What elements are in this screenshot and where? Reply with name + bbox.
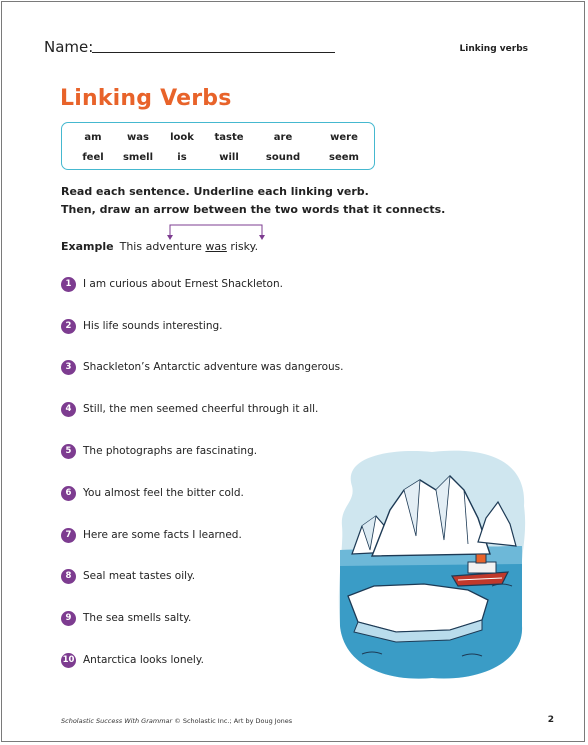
word-bank-word: look (170, 132, 194, 143)
word-bank-word: sound (265, 152, 301, 163)
number-badge: 4 (61, 402, 76, 417)
example-text-before: This adventure (119, 240, 206, 253)
word-bank-word: seem (329, 152, 359, 163)
sentence-text[interactable]: The sea smells salty. (83, 612, 192, 624)
sentence-text[interactable]: The photographs are fascinating. (83, 445, 258, 457)
example-sentence (61, 240, 258, 253)
example-label: Example (61, 240, 114, 253)
number-badge: 2 (61, 319, 76, 334)
word-bank-word: smell (122, 152, 153, 163)
sentence-text[interactable]: Seal meat tastes oily. (83, 570, 196, 582)
sentence-text[interactable]: I am curious about Ernest Shackleton. (83, 278, 283, 290)
word-bank-word: were (330, 132, 358, 143)
sentence-text[interactable]: His life sounds interesting. (83, 320, 223, 332)
number-badge: 10 (61, 653, 76, 668)
number-badge: 6 (61, 486, 76, 501)
sentence-text[interactable]: Still, the men seemed cheerful through it all. (83, 403, 319, 415)
footer-credit-text: © Scholastic Inc.; Art by Doug Jones (172, 717, 293, 725)
word-bank-box (61, 122, 375, 170)
word-bank-word: was (127, 132, 149, 143)
example-linking-verb: was (205, 240, 227, 253)
word-bank-word: taste (214, 132, 244, 143)
worksheet-page (1, 1, 585, 742)
example-text-after: risky. (226, 240, 259, 253)
footer-credit (61, 717, 292, 725)
number-badge: 8 (61, 569, 76, 584)
sentence-text[interactable]: Here are some facts I learned. (83, 529, 242, 541)
word-bank-word: feel (82, 152, 104, 163)
number-badge: 1 (61, 277, 76, 292)
page-number: 2 (547, 715, 554, 725)
name-write-line[interactable] (92, 52, 335, 53)
footer-book-title: Scholastic Success With Grammar (61, 717, 173, 725)
instruction-line-1: Read each sentence. Underline each linking verb. (61, 185, 369, 198)
word-bank-word: will (219, 152, 239, 163)
example-arrow-icon (162, 220, 272, 242)
number-badge: 7 (61, 528, 76, 543)
number-badge: 5 (61, 444, 76, 459)
topic-header: Linking verbs (459, 44, 528, 54)
iceberg-ship-illustration-icon (332, 446, 532, 686)
number-badge: 9 (61, 611, 76, 626)
word-bank-word: are (273, 132, 293, 143)
instruction-line-2: Then, draw an arrow between the two words that it connects. (61, 203, 446, 216)
page-title: Linking Verbs (60, 86, 232, 111)
word-bank-word: am (84, 132, 102, 143)
sentence-text[interactable]: You almost feel the bitter cold. (83, 487, 244, 499)
word-bank-word: is (177, 152, 187, 163)
number-badge: 3 (61, 360, 76, 375)
sentence-text[interactable]: Shackleton’s Antarctic adventure was dangerous. (83, 361, 344, 373)
sentence-text[interactable]: Antarctica looks lonely. (83, 654, 204, 666)
name-label: Name: (44, 38, 94, 56)
